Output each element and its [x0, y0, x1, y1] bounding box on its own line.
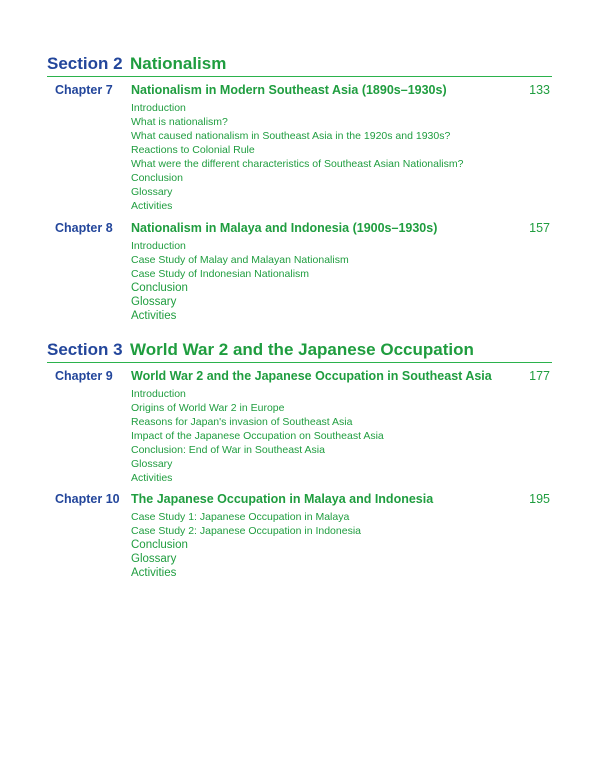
section-title: Nationalism [130, 54, 227, 73]
topic-item[interactable]: Conclusion [131, 539, 188, 551]
section-header [47, 340, 552, 363]
chapter-number: Chapter 7 [55, 83, 113, 97]
topic-item[interactable]: Introduction [131, 388, 186, 400]
topic-item[interactable]: Glossary [131, 296, 177, 308]
section-number: Section 3 [47, 340, 123, 359]
topic-item[interactable]: Introduction [131, 102, 186, 114]
topic-item[interactable]: What were the different characteristics of Southeast Asian Nationalism? [131, 158, 464, 170]
chapter-topic-list [131, 510, 361, 580]
topic-item[interactable]: Origins of World War 2 in Europe [131, 402, 285, 414]
topic-item[interactable]: Conclusion: End of War in Southeast Asia [131, 444, 325, 456]
chapter-topic-list [131, 239, 349, 323]
chapter-page-number: 195 [529, 492, 550, 506]
topic-item[interactable]: Case Study 1: Japanese Occupation in Malaya [131, 511, 350, 523]
chapter-title[interactable]: Nationalism in Malaya and Indonesia (1900s–1930s) [131, 221, 438, 235]
topic-item[interactable]: Case Study of Malay and Malayan Nationalism [131, 254, 349, 266]
chapter-topic-list [131, 387, 384, 485]
topic-item[interactable]: Case Study 2: Japanese Occupation in Indonesia [131, 525, 361, 537]
chapter-number: Chapter 8 [55, 221, 113, 235]
chapter-page-number: 177 [529, 369, 550, 383]
topic-item[interactable]: Activities [131, 310, 177, 322]
chapter-title[interactable]: The Japanese Occupation in Malaya and Indonesia [131, 492, 434, 506]
chapter-title[interactable]: World War 2 and the Japanese Occupation in Southeast Asia [131, 369, 492, 383]
topic-item[interactable]: Activities [131, 200, 173, 212]
chapter-number: Chapter 10 [55, 492, 120, 506]
topic-item[interactable]: Activities [131, 567, 177, 579]
section-number: Section 2 [47, 54, 123, 73]
topic-item[interactable]: What is nationalism? [131, 116, 228, 128]
topic-item[interactable]: Introduction [131, 240, 186, 252]
topic-item[interactable]: Reasons for Japan's invasion of Southeast Asia [131, 416, 353, 428]
chapter-topic-list [131, 101, 463, 213]
chapter-title[interactable]: Nationalism in Modern Southeast Asia (1890s–1930s) [131, 83, 447, 97]
chapter-page-number: 157 [529, 221, 550, 235]
topic-item[interactable]: Impact of the Japanese Occupation on Southeast Asia [131, 430, 384, 442]
topic-item[interactable]: Conclusion [131, 172, 183, 184]
topic-item[interactable]: Glossary [131, 186, 173, 198]
topic-item[interactable]: Activities [131, 472, 173, 484]
topic-item[interactable]: Case Study of Indonesian Nationalism [131, 268, 310, 280]
topic-item[interactable]: Glossary [131, 458, 173, 470]
topic-item[interactable]: Glossary [131, 553, 177, 565]
chapter-number: Chapter 9 [55, 369, 113, 383]
chapter-page-number: 133 [529, 83, 550, 97]
topic-item[interactable]: Reactions to Colonial Rule [131, 144, 255, 156]
section-title: World War 2 and the Japanese Occupation [130, 340, 474, 359]
section-header [47, 54, 552, 77]
topic-item[interactable]: What caused nationalism in Southeast Asia in the 1920s and 1930s? [131, 130, 451, 142]
topic-item[interactable]: Conclusion [131, 282, 188, 294]
